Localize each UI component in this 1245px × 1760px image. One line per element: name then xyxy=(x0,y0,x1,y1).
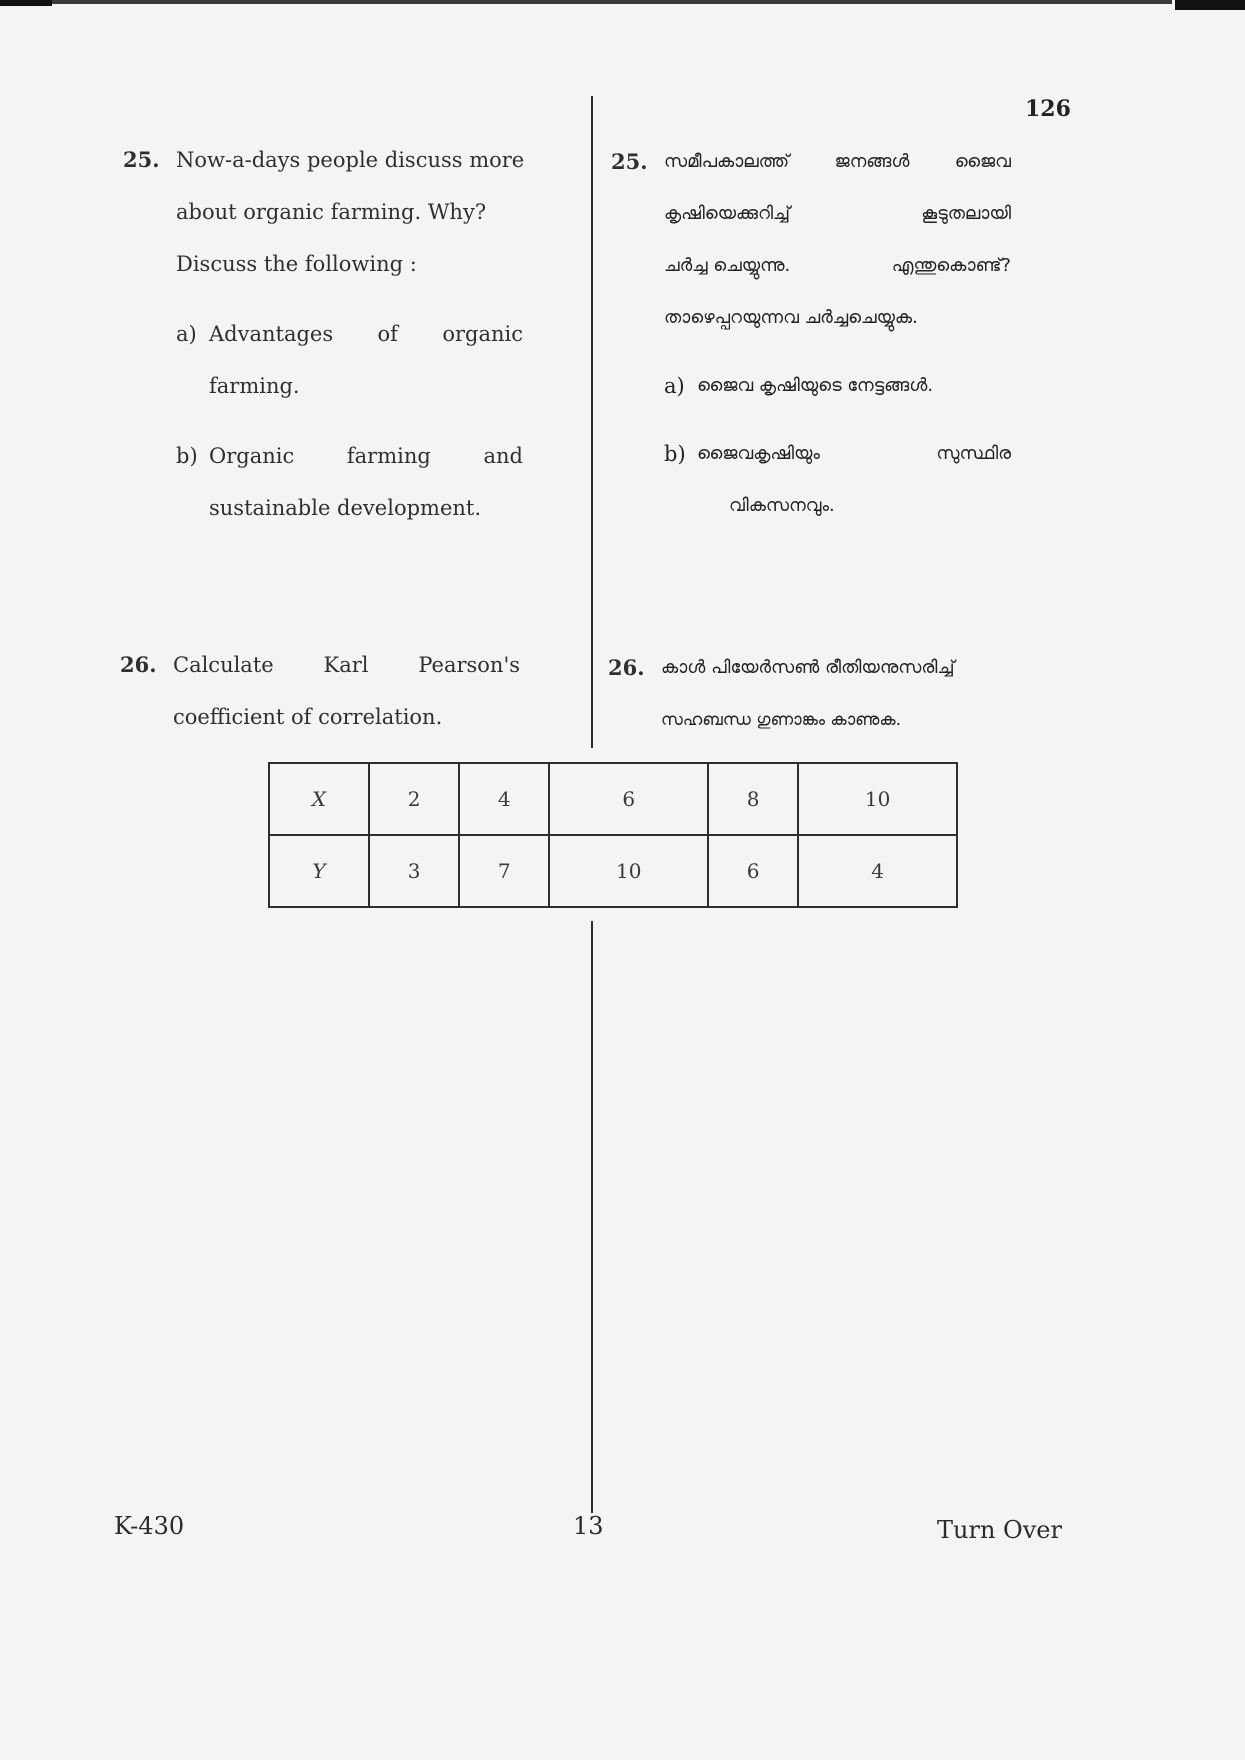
question-text-line: Now-a-days people discuss more xyxy=(176,148,525,172)
question-number: 25. xyxy=(611,149,648,174)
option-word: of xyxy=(377,322,398,346)
question-number: 25. xyxy=(123,147,160,172)
table-cell: 7 xyxy=(459,835,549,907)
table-row xyxy=(269,763,957,835)
scan-edge-left xyxy=(0,0,52,6)
option-label: a) xyxy=(176,322,197,346)
option-word: Advantages xyxy=(209,322,334,346)
option-word: farming xyxy=(346,444,431,468)
question-text-line: സഹബന്ധ ഗുണാങ്കം കാണുക. xyxy=(661,710,902,730)
turn-over: Turn Over xyxy=(937,1516,1062,1544)
question-text-line: കാൾ പിയേർസൺ രീതിയനുസരിച്ച് xyxy=(661,657,955,678)
question-word: കൂടുതലായി xyxy=(921,203,1011,224)
question-word: Karl xyxy=(323,653,369,677)
option-word: organic xyxy=(442,322,523,346)
page-number: 13 xyxy=(573,1512,604,1540)
table-cell: 6 xyxy=(708,835,798,907)
option-word: and xyxy=(483,444,523,468)
option-text: വികസനവും. xyxy=(729,495,835,516)
table-cell: 8 xyxy=(708,763,798,835)
option-word: സുസ്ഥിര xyxy=(936,443,1011,464)
question-word: Pearson's xyxy=(418,653,520,677)
question-word: ചർച്ച ചെയ്യുന്നു. xyxy=(664,255,791,276)
question-word: എന്തുകൊണ്ട്? xyxy=(891,255,1011,276)
scan-edge-right xyxy=(1175,0,1245,10)
footer-code: K-430 xyxy=(114,1512,185,1540)
question-26-malayalam xyxy=(608,642,1008,746)
question-word: Calculate xyxy=(173,653,274,677)
option-text: farming. xyxy=(209,374,300,398)
question-word: സമീപകാലത്ത് xyxy=(664,151,790,172)
question-word: ജനങ്ങൾ xyxy=(834,151,910,172)
option-word: ജൈവകൃഷിയും xyxy=(697,443,820,464)
option-label: b) xyxy=(664,442,686,466)
option-word: Organic xyxy=(209,444,295,468)
question-number: 26. xyxy=(608,655,645,680)
table-cell: 4 xyxy=(459,763,549,835)
column-divider-bottom xyxy=(591,921,593,1513)
option-label: a) xyxy=(664,374,685,398)
table-cell: 3 xyxy=(369,835,459,907)
question-26-english xyxy=(120,639,520,743)
table-cell: 2 xyxy=(369,763,459,835)
table-cell: 10 xyxy=(798,763,957,835)
table-cell: 10 xyxy=(549,835,708,907)
table-cell: 4 xyxy=(798,835,957,907)
question-text-line: താഴെപ്പറയുന്നവ ചർച്ചചെയ്യുക. xyxy=(664,307,918,328)
question-text-line: Discuss the following : xyxy=(176,252,417,276)
option-label: b) xyxy=(176,444,198,468)
question-text-line: about organic farming. Why? xyxy=(176,200,487,224)
question-25-english xyxy=(123,134,523,534)
question-text-line: coefficient of correlation. xyxy=(173,705,443,729)
table-row xyxy=(269,835,957,907)
paper-code: 126 xyxy=(1025,96,1071,122)
question-word: കൃഷിയെക്കുറിച്ച് xyxy=(664,203,791,224)
table-cell: 6 xyxy=(549,763,708,835)
option-text: sustainable development. xyxy=(209,496,482,520)
question-word: ജൈവ xyxy=(954,151,1011,172)
correlation-table xyxy=(268,762,958,908)
question-25-malayalam xyxy=(611,136,1011,532)
column-divider-top xyxy=(591,96,593,748)
option-text: ജൈവ കൃഷിയുടെ നേട്ടങ്ങൾ. xyxy=(697,375,934,396)
question-number: 26. xyxy=(120,652,157,677)
top-rule xyxy=(52,0,1172,4)
table-cell-label: Y xyxy=(269,835,369,907)
table-cell-label: X xyxy=(269,763,369,835)
